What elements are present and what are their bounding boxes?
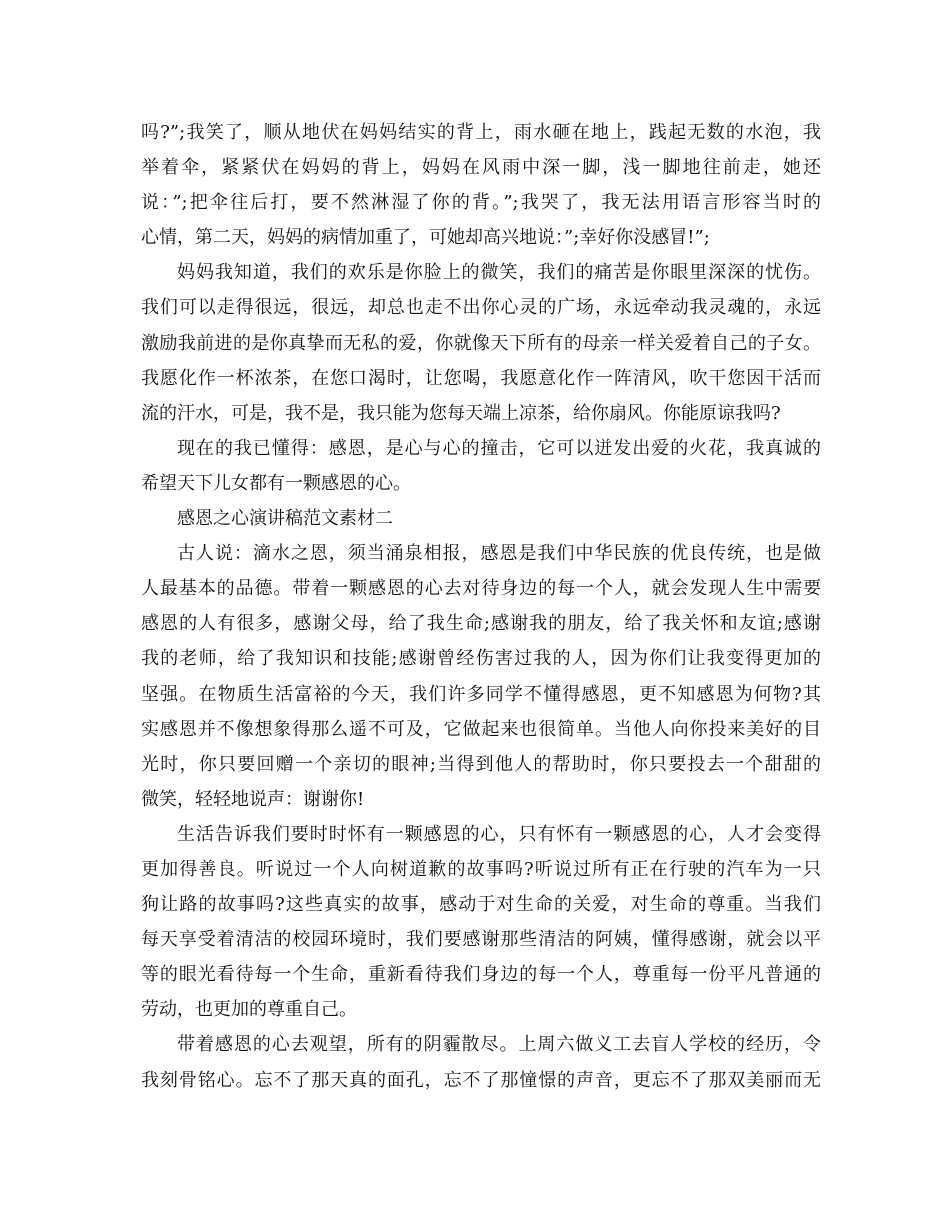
text-line: 微笑，轻轻地说声：谢谢你! — [141, 788, 365, 810]
text-line: 古人说：滴水之恩，须当涌泉相报，感恩是我们中华民族的优良传统，也是做 — [177, 543, 821, 565]
text-line: 每天享受着清洁的校园环境时，我们要感谢那些清洁的阿姨，懂得感谢，就会以平 — [141, 929, 821, 951]
text-line: 感恩的人有很多，感谢父母，给了我生命;感谢我的朋友，给了我关怀和友谊;感谢 — [141, 613, 821, 635]
text-line: 希望天下儿女都有一颗感恩的心。 — [141, 472, 411, 494]
text-line: 坚强。在物质生活富裕的今天，我们许多同学不懂得感恩，更不知感恩为何物?其 — [141, 683, 821, 705]
document-body — [141, 115, 821, 1098]
text-line: 等的眼光看待每一个生命，重新看待我们身边的每一个人，尊重每一份平凡普通的 — [141, 964, 821, 986]
text-line: 感恩之心演讲稿范文素材二 — [177, 508, 393, 530]
text-line: 生活告诉我们要时时怀有一颗感恩的心，只有怀有一颗感恩的心，人才会变得 — [177, 823, 821, 845]
text-line: 光时，你只要回赠一个亲切的眼神;当得到他人的帮助时，你只要投去一个甜甜的 — [141, 753, 821, 775]
text-line: 举着伞，紧紧伏在妈妈的背上，妈妈在风雨中深一脚，浅一脚地往前走，她还 — [141, 157, 821, 179]
text-line: 我们可以走得很远，很远，却总也走不出你心灵的广场，永远牵动我灵魂的，永远 — [141, 297, 821, 319]
text-line: 我刻骨铭心。忘不了那天真的面孔，忘不了那憧憬的声音，更忘不了那双美丽而无 — [141, 1069, 821, 1091]
text-line: 狗让路的故事吗?这些真实的故事，感动于对生命的关爱，对生命的尊重。当我们 — [141, 894, 821, 916]
text-line: 带着感恩的心去观望，所有的阴霾散尽。上周六做义工去盲人学校的经历，令 — [177, 1034, 821, 1056]
text-line: 心情，第二天，妈妈的病情加重了，可她却高兴地说：”;幸好你没感冒!”; — [141, 227, 710, 249]
text-line: 激励我前进的是你真挚而无私的爱，你就像天下所有的母亲一样关爱着自己的子女。 — [141, 332, 821, 354]
text-line: 我的老师，给了我知识和技能;感谢曾经伤害过我的人，因为你们让我变得更加的 — [141, 648, 821, 670]
text-line: 流的汗水，可是，我不是，我只能为您每天端上凉茶，给你扇风。你能原谅我吗? — [141, 402, 781, 424]
text-line: 我愿化作一杯浓茶，在您口渴时，让您喝，我愿意化作一阵清风，吹干您因干活而 — [141, 367, 821, 389]
text-line: 实感恩并不像想象得那么遥不可及，它做起来也很简单。当他人向你投来美好的目 — [141, 718, 821, 740]
text-line: 吗?”;我笑了，顺从地伏在妈妈结实的背上，雨水砸在地上，践起无数的水泡，我 — [141, 122, 821, 143]
text-line: 说：”;把伞往后打，要不然淋湿了你的背。”;我哭了，我无法用语言形容当时的 — [141, 192, 821, 214]
text-line: 妈妈我知道，我们的欢乐是你脸上的微笑，我们的痛苦是你眼里深深的忧伤。 — [177, 262, 821, 284]
text-line: 人最基本的品德。带着一颗感恩的心去对待身边的每一个人，就会发现人生中需要 — [141, 578, 821, 600]
text-line: 现在的我已懂得：感恩，是心与心的撞击，它可以迸发出爱的火花，我真诚的 — [177, 437, 821, 459]
text-line: 更加得善良。听说过一个人向树道歉的故事吗?听说过所有正在行驶的汽车为一只 — [141, 858, 821, 880]
text-line: 劳动，也更加的尊重自己。 — [141, 999, 357, 1021]
